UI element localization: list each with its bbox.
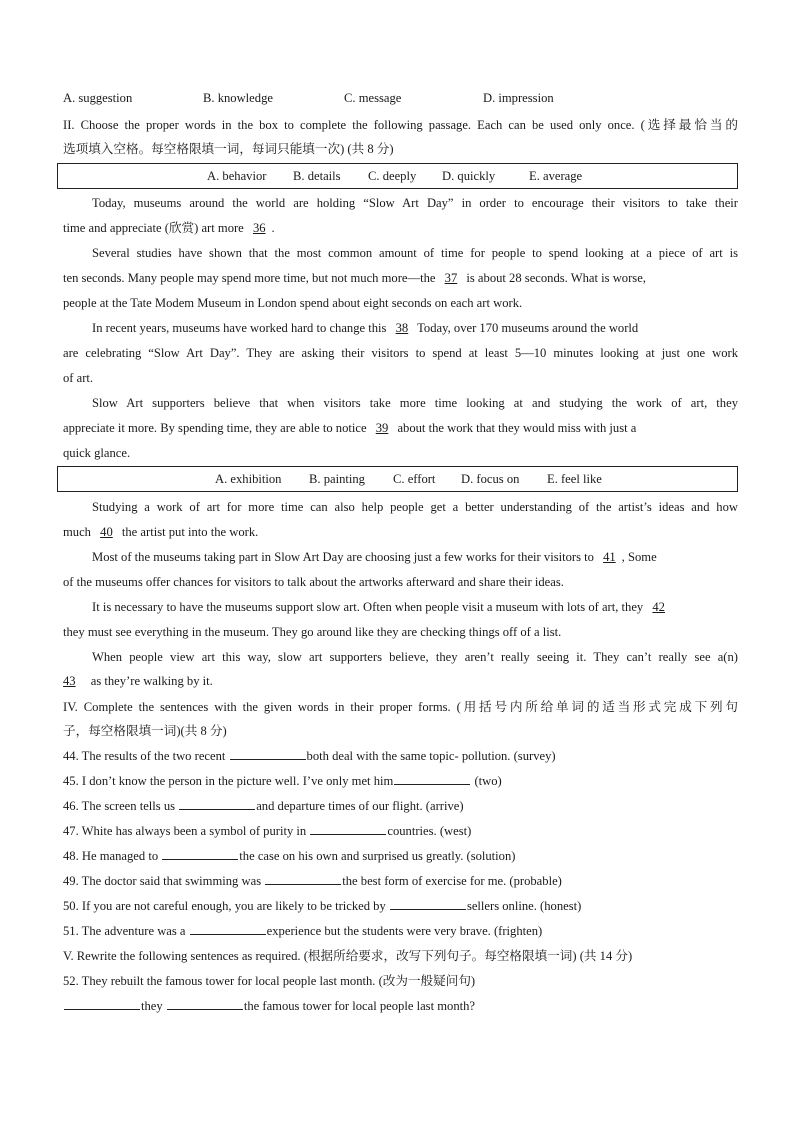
passage-p6-line2: of the museums offer chances for visitors to talk about the artworks afterward and share their ideas. — [63, 575, 564, 589]
answer-blank-45[interactable] — [394, 772, 470, 785]
answer-blank-50[interactable] — [390, 897, 466, 910]
blank-41: 41 — [603, 550, 616, 564]
blank-42: 42 — [652, 600, 665, 614]
blank-39: 39 — [375, 421, 389, 435]
question-46: 46. The screen tells us and departure times of our flight. (arrive) — [63, 799, 464, 813]
box1-word-e: E. average — [529, 169, 583, 183]
answer-blank-46[interactable] — [179, 797, 255, 810]
passage-p7-line2: they must see everything in the museum. They go around like they are checking things off of a list. — [63, 625, 562, 639]
question-52: 52. They rebuilt the famous tower for local people last month. (改为一般疑问句) — [63, 974, 476, 988]
answer-blank-47[interactable] — [310, 822, 386, 835]
option-b: B. knowledge — [203, 91, 273, 105]
passage-p4-line1: Slow Art supporters believe that when visitors take more time looking at and studying the work of art, they — [92, 396, 738, 410]
box2-word-c: C. effort — [393, 472, 436, 486]
section4-title-line2: 子，每空格限填一词)(共 8 分) — [63, 724, 227, 738]
box2-word-a: A. exhibition — [215, 472, 282, 486]
passage-p4-line3: quick glance. — [63, 446, 131, 460]
box2-word-b: B. painting — [309, 472, 365, 486]
question-47: 47. White has always been a symbol of purity in countries. (west) — [63, 824, 472, 838]
option-c: C. message — [344, 91, 402, 105]
option-d: D. impression — [483, 91, 554, 105]
section2-title-line1: II. Choose the proper words in the box to complete the following passage. Each can be used only once. (选择最恰当的 — [63, 118, 738, 132]
passage-p1-line1: Today, museums around the world are holding “Slow Art Day” in order to encourage their visitors to take their — [92, 196, 738, 210]
blank-43: 43 — [63, 674, 76, 688]
passage-p1-line2: time and appreciate (欣赏) art more 36 . — [63, 221, 275, 235]
question-45: 45. I don’t know the person in the picture well. I’ve only met him (two) — [63, 774, 502, 788]
box1-word-d: D. quickly — [442, 169, 496, 183]
answer-blank-48[interactable] — [162, 847, 238, 860]
passage-p5-line2: much 40 the artist put into the work. — [63, 525, 259, 539]
option-a: A. suggestion — [63, 91, 133, 105]
question-51: 51. The adventure was a experience but the students were very brave. (frighten) — [63, 924, 543, 938]
answer-blank-44[interactable] — [230, 747, 306, 760]
answer-blank-52b[interactable] — [167, 997, 243, 1010]
passage-p3-line3: of art. — [63, 371, 94, 385]
answer-line-52: they the famous tower for local people last month? — [63, 997, 475, 1015]
question-49: 49. The doctor said that swimming was the best form of exercise for me. (probable) — [63, 874, 562, 888]
blank-40: 40 — [100, 525, 113, 539]
box1-word-c: C. deeply — [368, 169, 417, 183]
passage-p2-line3: people at the Tate Modem Museum in London spend about eight seconds on each art work. — [63, 296, 523, 310]
box2-word-d: D. focus on — [461, 472, 520, 486]
box2-word-e: E. feel like — [547, 472, 602, 486]
section4-title-line1: IV. Complete the sentences with the given words in their proper forms. (用括号内所给单词的适当形式完成下列句 — [63, 700, 738, 714]
box1-word-b: B. details — [293, 169, 341, 183]
passage-p3-line1: In recent years, museums have worked hard to change this 38 Today, over 170 museums around the world — [92, 321, 639, 335]
options-row — [63, 91, 738, 109]
passage-p2-line2: ten seconds. Many people may spend more time, but not much more—the 37 is about 28 seconds. What is worse, — [63, 271, 646, 285]
box1-word-a: A. behavior — [207, 169, 267, 183]
word-box-1 — [57, 163, 738, 189]
question-50: 50. If you are not careful enough, you are likely to be tricked by sellers online. (honest) — [63, 899, 582, 913]
answer-blank-52a[interactable] — [64, 997, 140, 1010]
passage-p2-line1: Several studies have shown that the most common amount of time for people to spend looking at a piece of art is — [92, 246, 738, 260]
word-box-2 — [57, 466, 738, 492]
question-48: 48. He managed to the case on his own and surprised us greatly. (solution) — [63, 849, 516, 863]
passage-p7-line1: It is necessary to have the museums support slow art. Often when people visit a museum with lots of art, they 42 — [63, 598, 738, 616]
passage-p4-line2: appreciate it more. By spending time, they are able to notice 39 about the work that they would miss with just a — [63, 421, 637, 435]
blank-37: 37 — [444, 271, 458, 285]
answer-blank-49[interactable] — [265, 872, 341, 885]
passage-p6-line1: Most of the museums taking part in Slow Art Day are choosing just a few works for their visitors to 41 , Some — [92, 550, 657, 564]
section2-title-line2: 选项填入空格。每空格限填一词，每词只能填一次) (共 8 分) — [63, 142, 394, 156]
question-44: 44. The results of the two recent both deal with the same topic- pollution. (survey) — [63, 749, 556, 763]
passage-p8-line1: When people view art this way, slow art supporters believe, they aren’t really seeing it. They can’t really see a(n) — [92, 650, 738, 664]
blank-36: 36 — [252, 221, 266, 235]
answer-blank-51[interactable] — [190, 922, 266, 935]
blank-38: 38 — [395, 321, 409, 335]
passage-p3-line2: are celebrating “Slow Art Day”. They are asking their visitors to spend at least 5—10 minutes looking at just one work — [63, 346, 738, 360]
passage-p8-line2: 43 as they’re walking by it. — [63, 674, 213, 688]
passage-p5-line1: Studying a work of art for more time can also help people get a better understanding of the artist’s ideas and how — [92, 500, 738, 514]
section5-title: V. Rewrite the following sentences as required. (根据所给要求，改写下列句子。每空格限填一词) (共 14 分) — [63, 949, 633, 963]
